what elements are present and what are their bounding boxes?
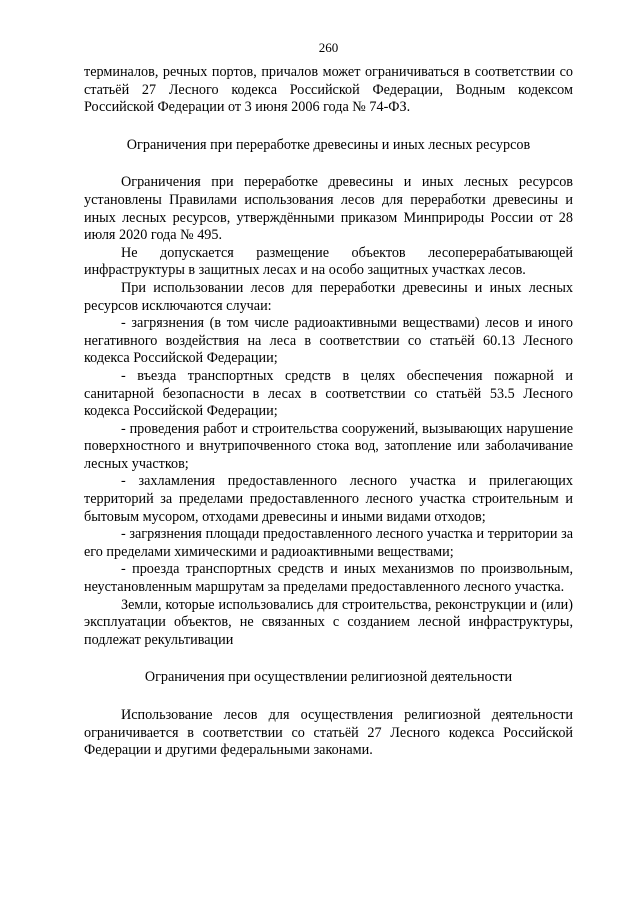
document-body [84, 64, 573, 760]
paragraph-recultivation: Земли, которые использовались для строительства, реконструкции и (или) эксплуатации объектов, не связанных с созданием лесной инфраструктуры, подлежат рекультивации [84, 596, 573, 648]
paragraph-prohibition: Не допускается размещение объектов лесоперерабатывающей инфраструктуры в защитных лесах и на особо защитных участках лесов. [84, 244, 573, 279]
list-item-littering: - захламления предоставленного лесного участка и прилегающих территорий за пределами предоставленного лесного участка строительным и бытовым мусором, отходами древесины и иными видами отходов; [84, 473, 573, 525]
section-heading-religious-activity: Ограничения при осуществлении религиозной деятельности [144, 669, 513, 686]
section-heading-wood-processing: Ограничения при переработке древесины и иных лесных ресурсов [126, 136, 531, 153]
list-item-vehicle-entry: - въезда транспортных средств в целях обеспечения пожарной и санитарной безопасности в лесах в соответствии со статьёй 53.5 Лесного кодекса Российской Федерации; [84, 367, 573, 420]
list-item-vehicle-routes: - проезда транспортных средств и иных механизмов по произвольным, неустановленным маршрутам за пределами предоставленного лесного участка. [84, 561, 573, 596]
list-item-chemical-pollution: - загрязнения площади предоставленного лесного участка и территории за его пределами химическими и радиоактивными веществами; [84, 526, 573, 560]
document-page [84, 0, 573, 905]
page-number: 260 [318, 40, 339, 55]
intro-continuation-paragraph: терминалов, речных портов, причалов может ограничиваться в соответствии со статьёй 27 Лесного кодекса Российской Федерации, Водным кодексом Российской Федерации от 3 июня 2006 года № 74-ФЗ. [84, 64, 573, 116]
paragraph-rules: Ограничения при переработке древесины и иных лесных ресурсов установлены Правилами использования лесов для переработки древесины и иных лесных ресурсов, утверждёнными приказом Минприроды России от 28 июля 2020 года № 495. [84, 174, 573, 244]
list-item-construction-works: - проведения работ и строительства сооружений, вызывающих нарушение поверхностного и внутрипочвенного стока вод, затопление или заболачивание лесных участков; [84, 420, 573, 472]
paragraph-exclusions-intro: При использовании лесов для переработки древесины и иных лесных ресурсов исключаются случаи: [84, 279, 573, 314]
list-item-pollution: - загрязнения (в том числе радиоактивными веществами) лесов и иного негативного воздействия на леса в соответствии со статьёй 60.13 Лесного кодекса Российской Федерации; [84, 315, 573, 367]
paragraph-religious-use: Использование лесов для осуществления религиозной деятельности ограничивается в соответствии со статьёй 27 Лесного кодекса Российской Федерации и другими федеральными законами. [84, 707, 573, 759]
